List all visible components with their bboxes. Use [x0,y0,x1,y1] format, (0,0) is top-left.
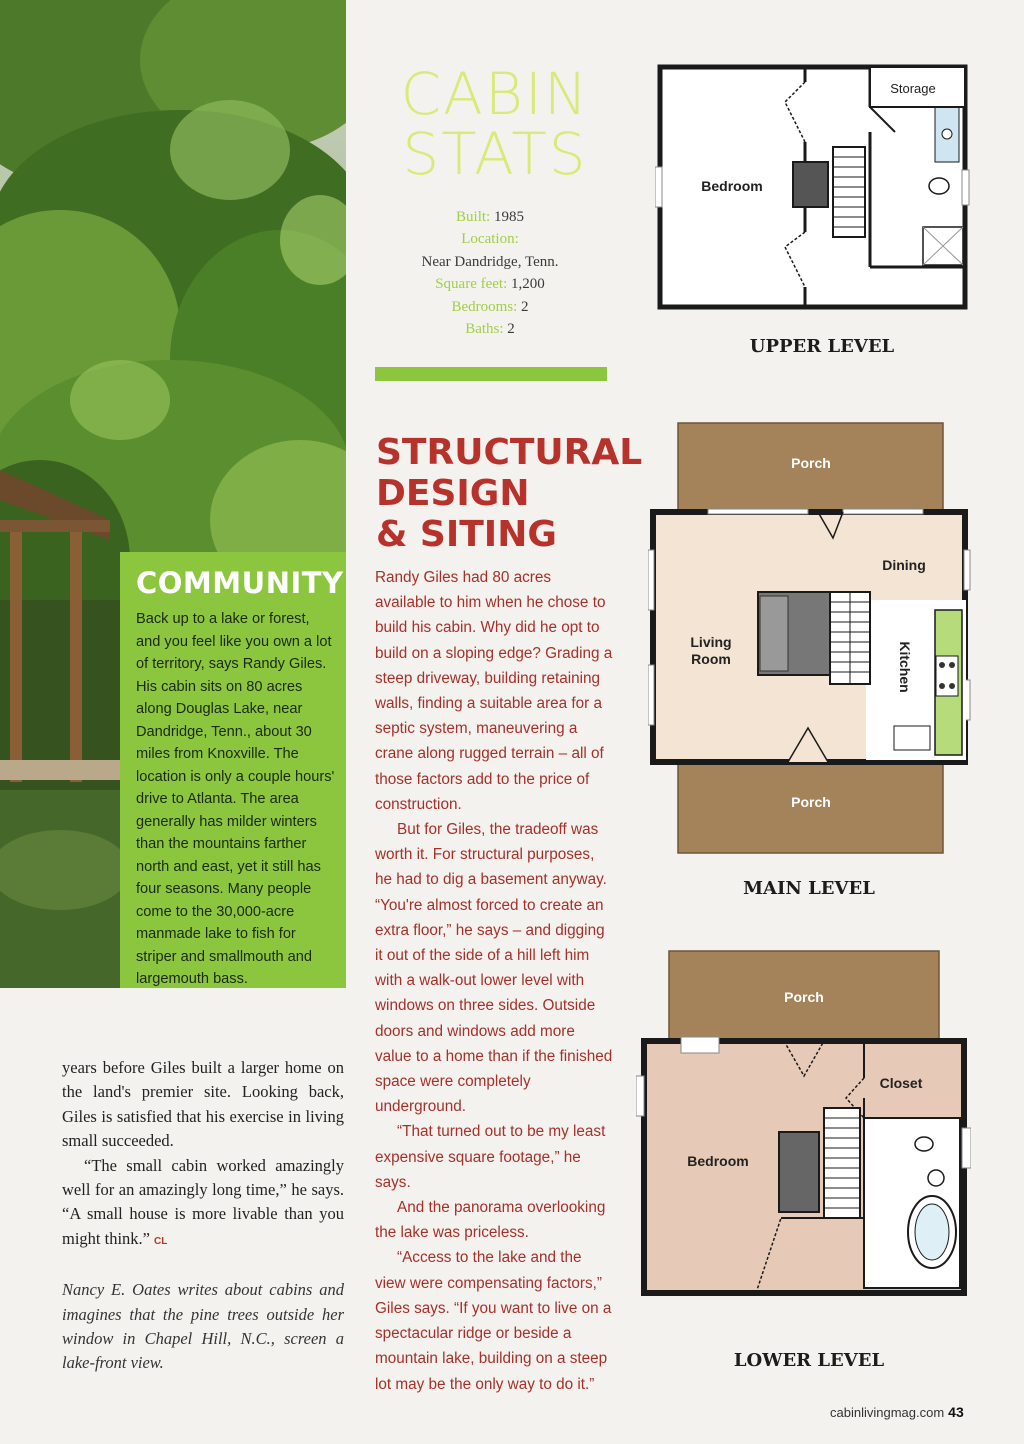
upper-window-right [962,170,969,205]
stat-bedrooms-label: Bedrooms: [451,298,518,315]
end-mark: CL [154,1235,168,1247]
article-paragraph-2: But for Giles, the tradeoff was worth it. For structural purposes, he had to dig a basement anyway. “You're almost forced to create an extra floor,” he says – and digging it out of the side of a hill left him with a walk-out lower level with windows on three sides. Outside doors and windows add more value to a home than if the finished space were completely underground. [375,821,613,1116]
lower-level-label: LOWER LEVEL [733,1350,885,1371]
lower-bedroom-label: Bedroom [687,1153,749,1169]
stat-sqft [380,273,600,295]
main-dining-label: Dining [882,557,926,573]
main-kitchen-label: Kitchen [897,641,913,693]
main-level-plan [648,420,973,860]
article-paragraph-5: “Access to the lake and the view were compensating factors,” Giles says. “If you want to live on a spectacular ridge or beside a mountain lake, building on a steep lot may be the only way to do it.” [375,1249,612,1393]
article-paragraph-3: “That turned out to be my least expensive square footage,” he says. [375,1123,606,1191]
main-porch-bottom-label: Porch [791,794,831,810]
stat-bedrooms [380,296,600,318]
article-body [375,565,613,1397]
community-sidebar [120,552,346,988]
cabin-stats-title-line2: STATS [402,120,588,188]
lower-level-plan [636,948,971,1308]
stat-built-value: 1985 [493,209,524,225]
footer-site: cabinlivingmag.com [830,1405,945,1420]
left-paragraph-1: years before Giles built a larger home on the land's premier site. Looking back, Giles is satisfied that his exercise in living small succeeded. [62,1058,344,1151]
stat-sqft-label: Square feet: [435,276,508,293]
main-living-label-1: Living [690,634,732,650]
stat-built-label: Built: [456,209,491,225]
green-divider [375,367,607,381]
article-heading [376,432,643,555]
heading-line-2: DESIGN [376,473,530,514]
stat-baths [380,318,600,340]
upper-level-plan [655,62,970,312]
cabin-stats-title-line1: CABIN [400,60,590,128]
page-footer [830,1404,964,1420]
left-column-text [62,1056,344,1376]
upper-toilet [929,178,949,194]
stat-baths-label: Baths: [465,321,504,338]
cabin-stats-title [380,60,610,188]
heading-line-3: & SITING [376,514,557,555]
heading-line-1: STRUCTURAL [376,432,643,473]
lower-fireplace-base [779,1132,819,1212]
stat-bedrooms-value: 2 [521,298,529,315]
main-level-label: MAIN LEVEL [743,878,875,899]
community-body: Back up to a lake or forest, and you feel like you own a lot of territory, says Randy Giles. His cabin sits on 80 acres along Douglas Lake, near Dandridge, Tenn., about 30 miles from Knoxville. The location is only a couple hours' drive to Atlanta. The area generally has milder winters than the mountains farther north and east, yet it still has four seasons. Many people come to the 30,000-acre manmade lake to fish for striper and smallmouth and largemouth bass. [136,611,335,987]
upper-storage-label: Storage [890,81,936,96]
lower-closet-label: Closet [879,1075,923,1091]
main-porch-top-label: Porch [791,455,831,471]
upper-bedroom-label: Bedroom [701,178,763,194]
upper-level-label: UPPER LEVEL [749,336,895,357]
upper-window-left [655,167,662,207]
main-living-label-2: Room [691,651,731,667]
stat-built [380,206,600,228]
stat-location-value: Near Dandridge, Tenn. [421,253,559,270]
cabin-stats-list [380,206,600,340]
upper-chimney [793,162,828,207]
article-paragraph-1: Randy Giles had 80 acres available to him when he chose to build his cabin. Why did he opt to build on a sloping edge? Grading a steep driveway, building retaining walls, finding a suitable area for a septic system, maneuvering a crane along rugged terrain – all of those factors add to the price of construction. [375,569,613,813]
left-paragraph-2-text: “The small cabin worked amazingly well for an amazingly long time,” he says. “A small house is more livable than you might think.” [62,1155,344,1248]
lower-porch-label: Porch [784,989,824,1005]
upper-stairs [833,147,865,237]
stat-location-label: Location: [461,231,519,248]
lower-stairs [824,1108,860,1218]
stat-sqft-value: 1,200 [511,276,545,293]
page-number: 43 [948,1404,964,1420]
stat-baths-value: 2 [507,321,515,338]
community-title: COMMUNITY [136,566,344,600]
left-paragraph-2 [62,1154,344,1255]
author-bio: Nancy E. Oates writes about cabins and imagines that the pine trees outside her window in Chapel Hill, N.C., screen a lake-front view. [62,1280,344,1373]
article-paragraph-4: And the panorama overlooking the lake was priceless. [375,1199,606,1242]
